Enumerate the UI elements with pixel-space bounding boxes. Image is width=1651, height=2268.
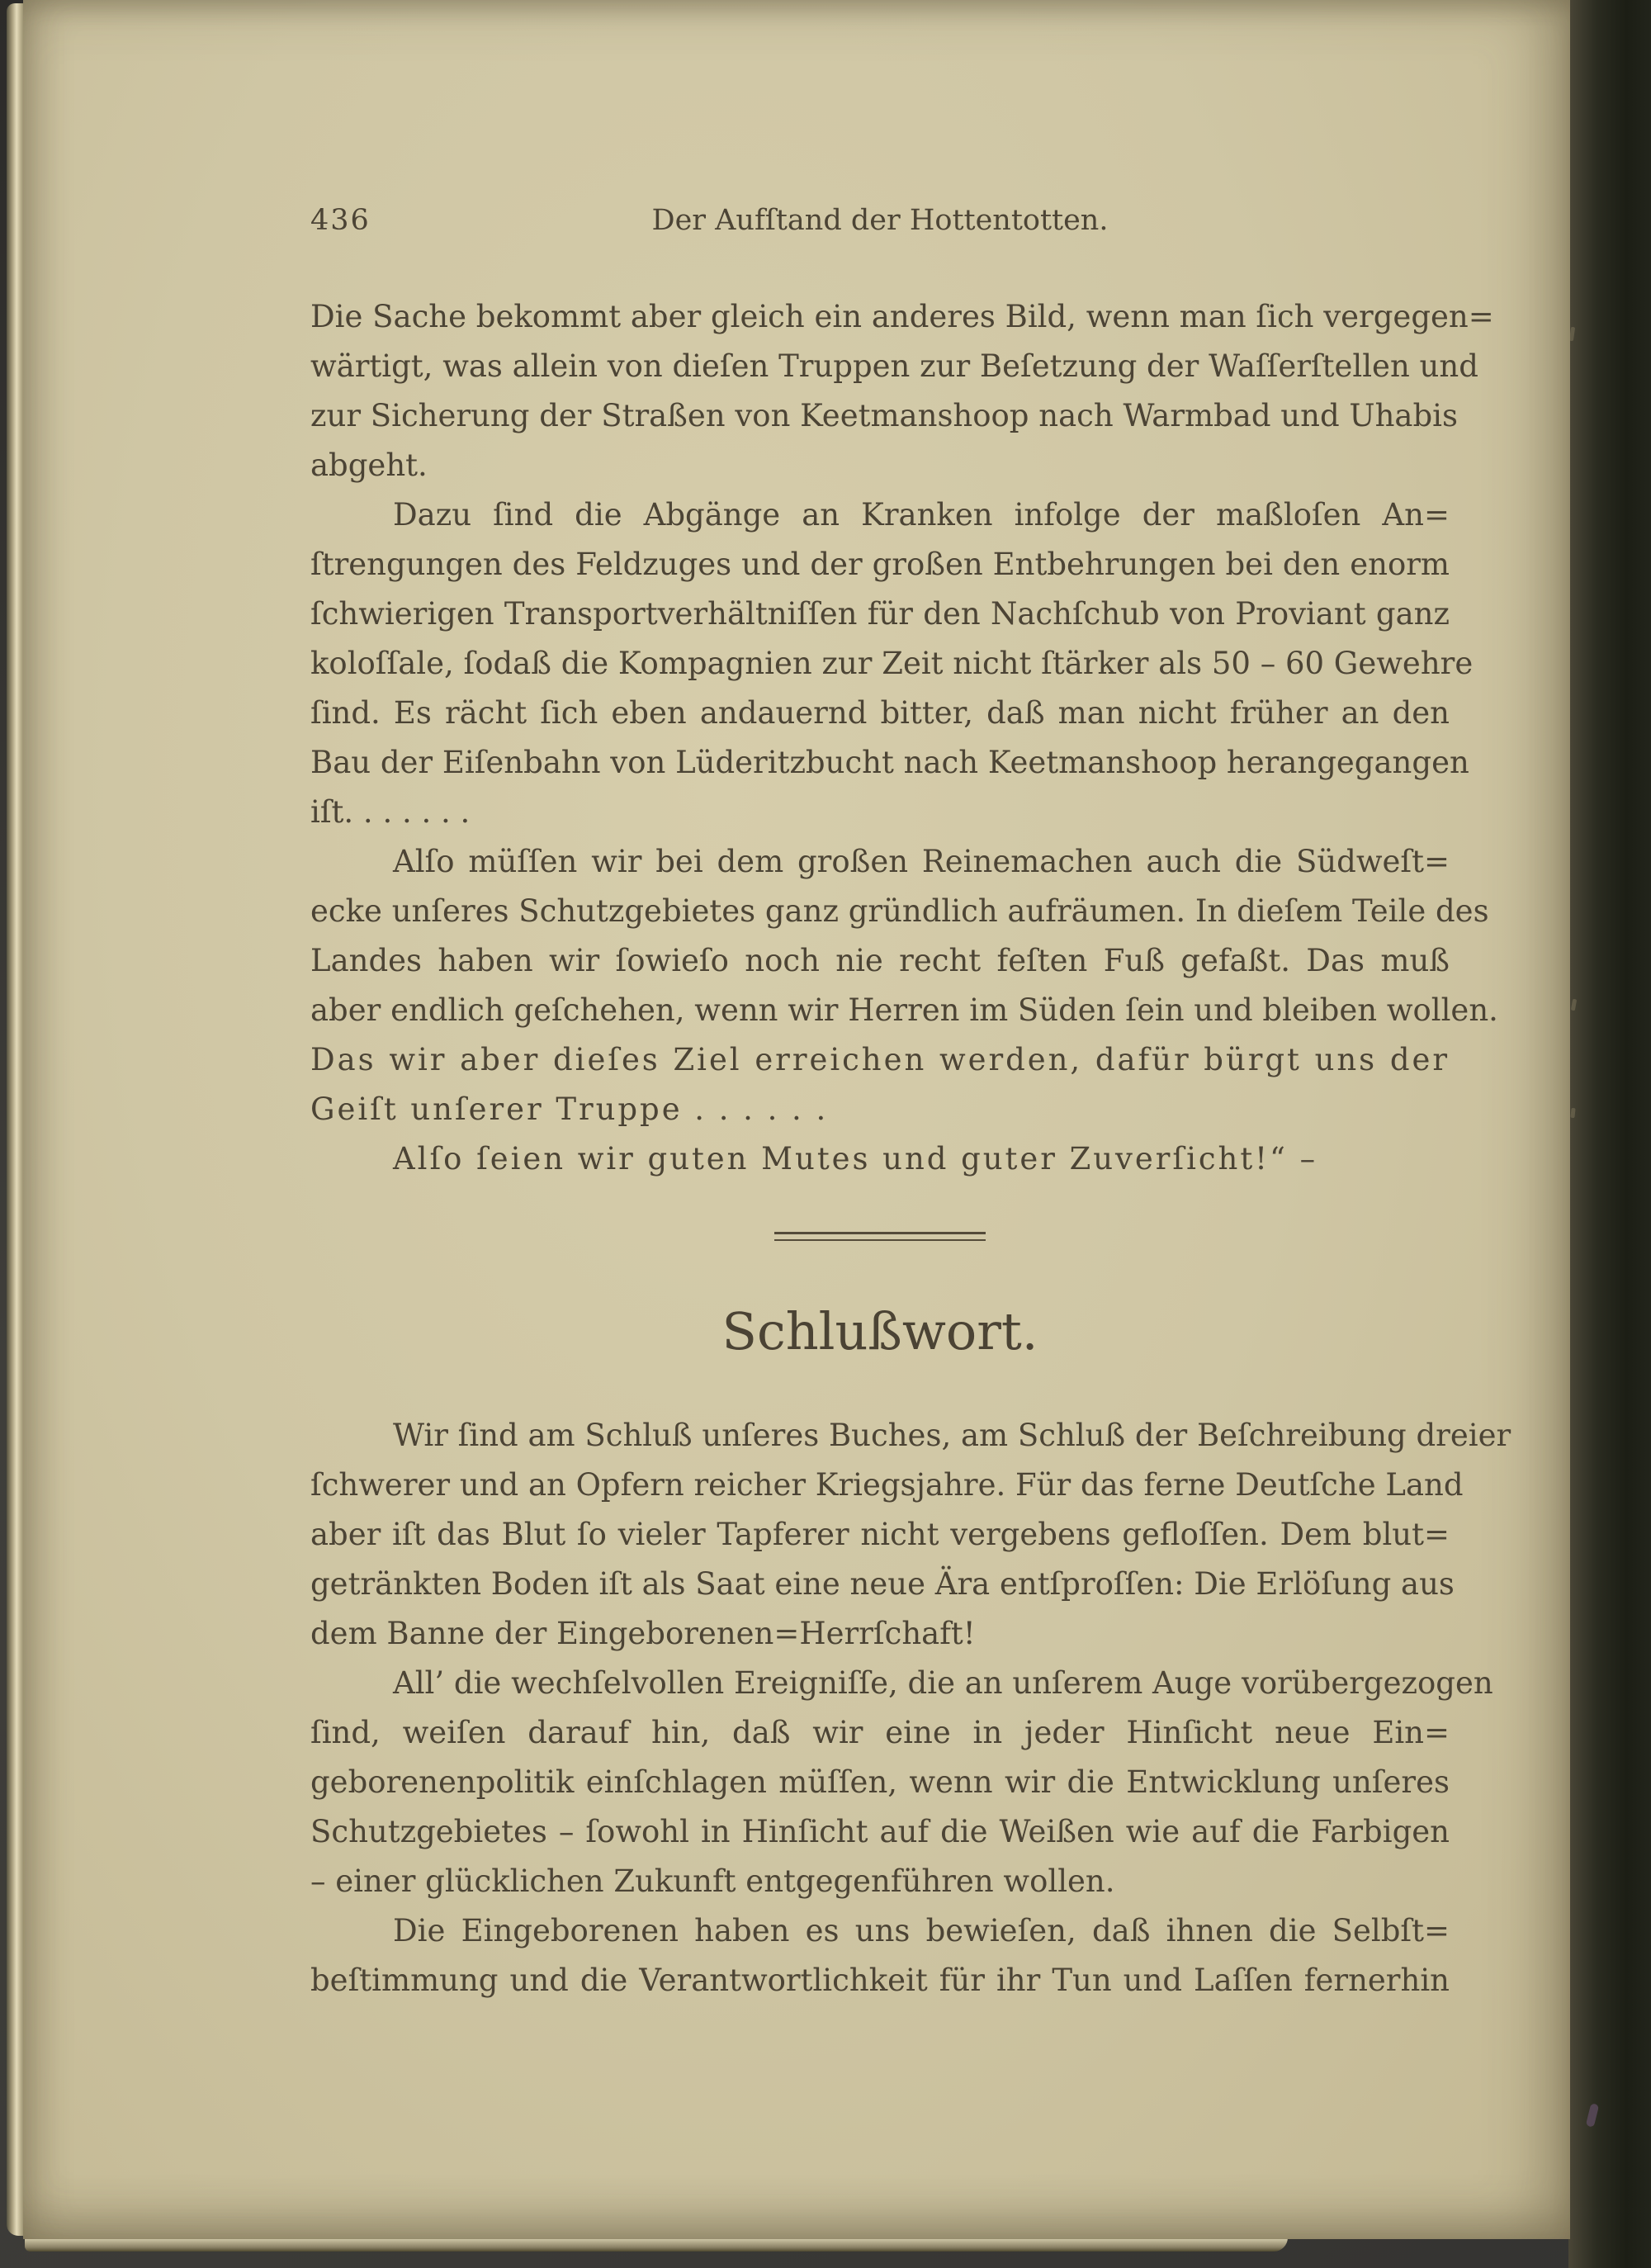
text-line: zur Sicherung der Straßen von Keetmanshoop nach Warmbad und Uhabis xyxy=(310,398,1458,433)
text-line: aber iſt das Blut ſo vieler Tapferer nicht vergebens gefloſſen. Dem blut= xyxy=(310,1517,1450,1552)
text-line: Alſo müſſen wir bei dem großen Reinemachen auch die Südweſt= xyxy=(393,844,1450,879)
text-line: aber endlich geſchehen, wenn wir Herren im Süden ſein und bleiben wollen. xyxy=(310,992,1498,1028)
paragraph xyxy=(310,1411,1511,1659)
text-line: ſind, weiſen darauf hin, daß wir eine in jeder Hinſicht neue Ein= xyxy=(310,1715,1450,1750)
page-number: 436 xyxy=(310,204,371,237)
text-line: ſchwerer und an Opfern reicher Kriegsjahre. Für das ferne Deutſche Land xyxy=(310,1467,1464,1503)
text-line: Dazu ſind die Abgänge an Kranken infolge der maßloſen An= xyxy=(393,497,1450,533)
text-line: – einer glücklichen Zukunft entgegenführen wollen. xyxy=(310,1863,1115,1899)
text-line: ſind. Es rächt ſich eben andauernd bitter, daß man nicht früher an den xyxy=(310,695,1450,731)
text-line: iſt. . . . . . . xyxy=(310,794,471,830)
text-line: geborenenpolitik einſchlagen müſſen, wenn wir die Entwicklung unſeres xyxy=(310,1764,1450,1800)
paragraph xyxy=(310,490,1474,837)
text-line: ſchwierigen Transportverhältniſſen für den Nachſchub von Proviant ganz xyxy=(310,596,1450,632)
text-line: Wir ſind am Schluß unſeres Buches, am Schluß der Beſchreibung dreier xyxy=(393,1418,1511,1453)
text-line: wärtigt, was allein von dieſen Truppen zur Beſetzung der Waſſerſtellen und xyxy=(310,348,1478,384)
paragraph xyxy=(310,1134,1450,1184)
text-line: Das wir aber dieſes Ziel erreichen werden, dafür bürgt uns der xyxy=(310,1042,1450,1077)
body-text xyxy=(310,292,1498,1184)
text-line: abgeht. xyxy=(310,447,428,483)
text-line: Bau der Eiſenbahn von Lüderitzbucht nach Keetmanshoop herangegangen xyxy=(310,745,1469,780)
page-stack-left-edge xyxy=(7,3,25,2236)
text-line: ſtrengungen des Feldzuges und der großen Entbehrungen bei den enorm xyxy=(310,547,1450,582)
text-line: dem Banne der Eingeborenen=Herrſchaft! xyxy=(310,1616,976,1651)
closing-text xyxy=(310,1411,1511,2005)
text-line: Alſo ſeien wir guten Mutes und guter Zuverſicht!“ – xyxy=(393,1141,1318,1177)
paragraph xyxy=(310,1906,1450,2005)
text-line: koloſſale, ſodaß die Kompagnien zur Zeit nicht ſtärker als 50 – 60 Gewehre xyxy=(310,646,1474,681)
section-heading: Schlußwort. xyxy=(721,1301,1038,1361)
paragraph xyxy=(310,292,1494,490)
running-title: Der Aufſtand der Hottentotten. xyxy=(651,204,1109,237)
text-line: beſtimmung und die Verantwortlichkeit für ihr Tun und Laſſen fernerhin xyxy=(310,1963,1450,1998)
text-line: ecke unſeres Schutzgebietes ganz gründlich aufräumen. In dieſem Teile des xyxy=(310,893,1489,929)
text-line: Geiſt unſerer Truppe . . . . . . xyxy=(310,1091,829,1127)
book-page xyxy=(23,0,1570,2239)
running-header xyxy=(310,201,1450,239)
text-line: Schutzgebietes – ſowohl in Hinſicht auf die Weißen wie auf die Farbigen xyxy=(310,1814,1450,1849)
text-line: Die Sache bekommt aber gleich ein anderes Bild, wenn man ſich vergegen= xyxy=(310,299,1494,334)
page-stack-bottom-edge xyxy=(25,2237,1288,2251)
text-line: All’ die wechſelvollen Ereigniſſe, die an unſerem Auge vorübergezogen xyxy=(393,1665,1493,1701)
text-line: Landes haben wir ſowieſo noch nie recht feſten Fuß gefaßt. Das muß xyxy=(310,943,1450,978)
text-line: Die Eingeborenen haben es uns bewieſen, daß ihnen die Selbſt= xyxy=(393,1913,1450,1948)
paragraph xyxy=(310,837,1498,1134)
text-column xyxy=(310,0,1511,2005)
book-binding xyxy=(1568,0,1651,2268)
paragraph xyxy=(310,1659,1493,1906)
text-line: getränkten Boden iſt als Saat eine neue Ära entſproſſen: Die Erlöſung aus xyxy=(310,1566,1455,1602)
section-divider xyxy=(774,1232,986,1241)
